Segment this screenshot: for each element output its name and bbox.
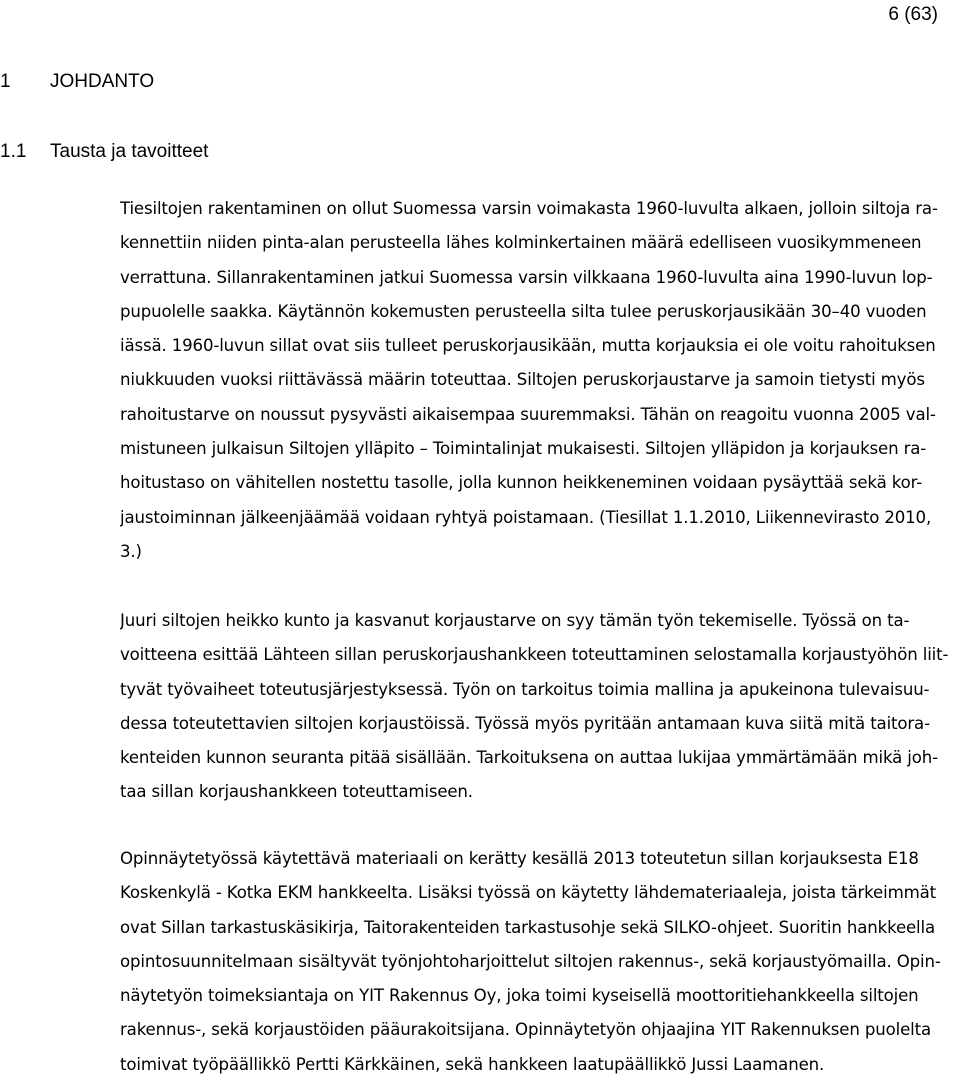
paragraph-line: iässä. 1960-luvun sillat ovat siis tulleet peruskorjausikään, mutta korjauksia ei ole voitu rahoituksen (120, 336, 936, 356)
paragraph-line: rahoitustarve on noussut pysyvästi aikaisempaa suuremmaksi. Tähän on reagoitu vuonna 2005 val- (120, 404, 936, 424)
paragraph-line: ovat Sillan tarkastuskäsikirja, Taitorakenteiden tarkastusohje sekä SILKO-ohjeet. Suoritin hankkeella (120, 917, 935, 937)
paragraph-materials (120, 842, 960, 1082)
paragraph-line: pupuolelle saakka. Käytännön kokemusten perusteella silta tulee peruskorjausikään 30–40 vuoden (120, 301, 927, 321)
paragraph-line: tyvät työvaiheet toteutusjärjestyksessä. Työn on tarkoitus toimia mallina ja apukeinona tulevaisuu- (120, 679, 930, 699)
paragraph-line: toimivat työpäällikkö Pertti Kärkkäinen, sekä hankkeen laatupäällikkö Jussi Laamanen. (120, 1054, 825, 1074)
paragraph-line: kennettiin niiden pinta-alan perusteella lähes kolminkertainen määrä edelliseen vuosikymmeneen (120, 233, 922, 253)
paragraph-objectives (120, 604, 960, 810)
section-title: Tausta ja tavoitteet (50, 141, 209, 162)
paragraph-line: rakennus-, sekä korjaustöiden pääurakoitsijana. Opinnäytetyön ohjaajina YIT Rakennuksen puolelta (120, 1020, 931, 1040)
paragraph-line: jaustoiminnan jälkeenjäämää voidaan ryhtyä poistamaan. (Tiesillat 1.1.2010, Liikennevirasto 2010, (120, 507, 932, 527)
paragraph-line: mistuneen julkaisun Siltojen ylläpito – Toimintalinjat mukaisesti. Siltojen ylläpidon ja korjauksen ra- (120, 439, 927, 459)
paragraph-line: kenteiden kunnon seuranta pitää sisällään. Tarkoituksena on auttaa lukijaa ymmärtämään mikä joh- (120, 748, 938, 768)
paragraph-line: voitteena esittää Lähteen sillan peruskorjaushankkeen toteuttaminen selostamalla korjaustyöhön liit- (120, 645, 949, 665)
chapter-heading (0, 70, 154, 94)
page-number: 6 (63) (888, 4, 938, 25)
paragraph-line: hoitustaso on vähitellen nostettu tasolle, jolla kunnon heikkeneminen voidaan pysäyttää sekä kor- (120, 473, 923, 493)
paragraph-line: Opinnäytetyössä käytettävä materiaali on kerätty kesällä 2013 toteutetun sillan korjauksesta E18 (120, 849, 919, 868)
paragraph-line: 3.) (120, 541, 142, 561)
paragraph-line: näytetyön toimeksiantaja on YIT Rakennus Oy, joka toimi kyseisellä moottoritiehankkeella siltojen (120, 986, 919, 1006)
paragraph-line: Koskenkylä - Kotka EKM hankkeelta. Lisäksi työssä on käytetty lähdemateriaaleja, joista tärkeimmät (120, 883, 936, 903)
paragraph-line: taa sillan korjaushankkeen toteuttamiseen. (120, 782, 473, 802)
paragraph-line: niukkuuden vuoksi riittävässä määrin toteuttaa. Siltojen peruskorjaustarve ja samoin tietysti myös (120, 370, 925, 390)
paragraph-line: verrattuna. Sillanrakentaminen jatkui Suomessa varsin vilkkaana 1960-luvulta aina 1990-luvun lop- (120, 267, 933, 287)
section-heading (0, 140, 208, 164)
chapter-title: JOHDANTO (50, 71, 155, 92)
chapter-number: 1 (0, 71, 11, 92)
paragraph-background (120, 192, 960, 569)
paragraph-line: Tiesiltojen rakentaminen on ollut Suomessa varsin voimakasta 1960-luvulta alkaen, jolloin siltoja ra- (120, 199, 938, 218)
section-number: 1.1 (0, 141, 27, 162)
paragraph-line: dessa toteutettavien siltojen korjaustöissä. Työssä myös pyritään antamaan kuva siitä mitä taitora- (120, 713, 930, 733)
paragraph-line: Juuri siltojen heikko kunto ja kasvanut korjaustarve on syy tämän työn tekemiselle. Työssä on ta- (120, 611, 910, 630)
paragraph-line: opintosuunnitelmaan sisältyvät työnjohtoharjoittelut siltojen rakennus-, sekä korjaustyömailla. Opin- (120, 951, 941, 971)
